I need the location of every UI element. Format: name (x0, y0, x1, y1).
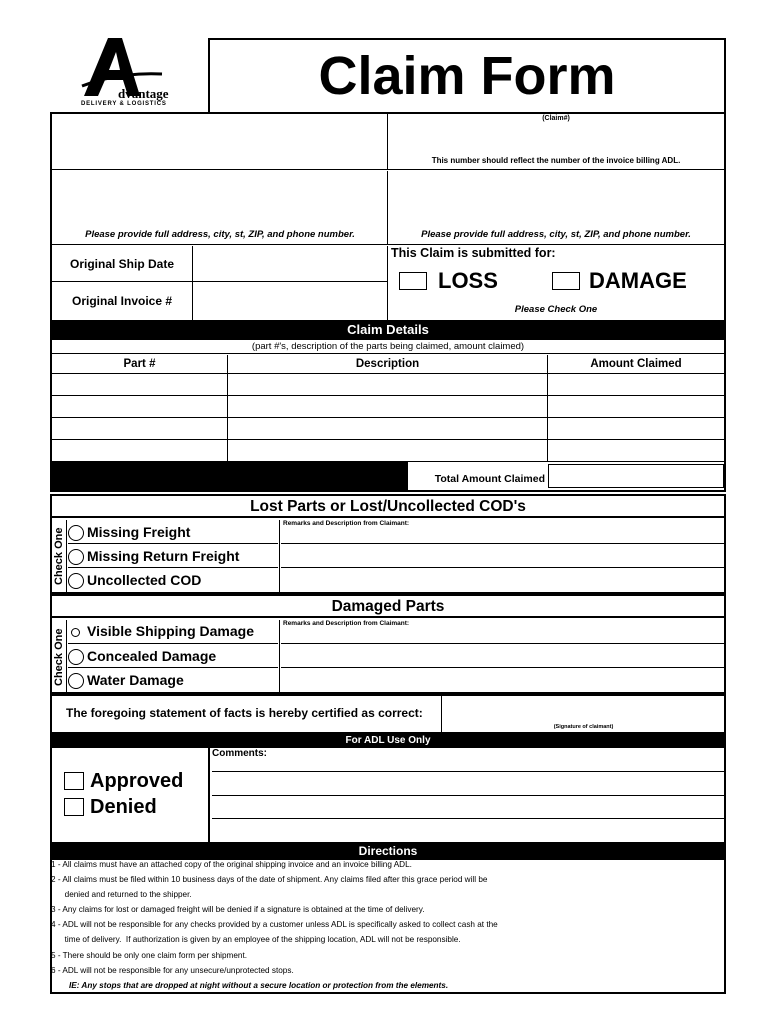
uncollected-cod-option[interactable] (68, 570, 278, 592)
approved-label: Approved (90, 770, 184, 792)
claim-details-heading: Claim Details (50, 320, 726, 340)
column-header-description: Description (228, 355, 548, 374)
total-amount-field[interactable] (548, 464, 724, 488)
visible-damage-label: Visible Shipping Damage (87, 623, 255, 639)
missing-return-freight-option[interactable] (68, 546, 278, 568)
address-field-2[interactable] (52, 171, 388, 245)
direction-line: 2 - All claims must be filed within 10 business days of the date of shipment. Any claims filed after this grace period will be (51, 875, 488, 885)
water-damage-radio[interactable] (68, 673, 84, 689)
address-note-right: Please provide full address, city, st, ZIP, and phone number. (421, 229, 691, 240)
direction-line: time of delivery. If authorization is given by an employee of the shipping location, ADL will not be responsible. (51, 935, 461, 945)
address-note-left: Please provide full address, city, st, ZIP, and phone number. (85, 229, 355, 240)
check-one-note: Please Check One (514, 304, 598, 315)
lost-remarks-line[interactable] (281, 520, 724, 544)
directions-list (51, 857, 723, 993)
page-title: Claim Form (318, 46, 616, 106)
address-field-1[interactable] (52, 114, 388, 170)
direction-line: 3 - Any claims for lost or damaged freight will be denied if a signature is obtained at the time of delivery. (51, 905, 425, 915)
direction-line: 4 - ADL will not be responsible for any checks provided by a customer unless ADL is specifically asked to collect cash at the (51, 920, 498, 930)
table-row[interactable] (52, 440, 724, 462)
loss-checkbox[interactable] (399, 272, 427, 290)
uncollected-cod-label: Uncollected COD (87, 572, 202, 588)
concealed-damage-option[interactable] (68, 646, 278, 668)
signature-field[interactable] (441, 696, 724, 732)
adl-status-col (52, 748, 210, 842)
comments-label: Comments: (212, 748, 268, 759)
table-row[interactable] (52, 374, 724, 396)
directions-footer: IE: Any stops that are dropped at night without a secure location or protection from the elements. (69, 980, 449, 990)
lost-remarks-line[interactable] (281, 544, 724, 568)
damaged-check-one-label: Check One (53, 628, 65, 686)
lost-check-one-label: Check One (53, 527, 65, 585)
ship-date-field[interactable] (193, 246, 388, 282)
company-logo (78, 38, 178, 112)
uncollected-cod-radio[interactable] (68, 573, 84, 589)
table-row[interactable] (52, 396, 724, 418)
total-amount-label: Total Amount Claimed (434, 473, 545, 485)
logo-word: dvantage (118, 86, 169, 101)
damaged-remarks-line[interactable] (281, 620, 724, 644)
table-row[interactable] (52, 418, 724, 440)
damaged-remarks-label: Remarks and Description from Claimant: (283, 620, 410, 627)
missing-return-freight-label: Missing Return Freight (87, 548, 240, 564)
ship-date-label-cell (52, 246, 193, 282)
signature-label: (Signature of claimant) (553, 724, 614, 730)
denied-label: Denied (90, 796, 157, 818)
water-damage-option[interactable] (68, 670, 278, 692)
total-row-fill (50, 462, 408, 490)
approved-checkbox[interactable] (64, 772, 84, 790)
water-damage-label: Water Damage (87, 672, 184, 688)
direction-line: 5 - There should be only one claim form per shipment. (51, 950, 247, 960)
comment-line[interactable] (212, 748, 724, 772)
adl-use-heading: For ADL Use Only (50, 734, 726, 748)
title-box (208, 38, 726, 114)
column-divider (547, 374, 548, 462)
lost-parts-heading: Lost Parts or Lost/Uncollected COD's (52, 496, 724, 518)
damaged-remarks-line[interactable] (281, 644, 724, 668)
column-header-part: Part # (52, 355, 228, 374)
damage-checkbox[interactable] (552, 272, 580, 290)
visible-damage-radio[interactable] (71, 628, 80, 637)
missing-return-freight-radio[interactable] (68, 549, 84, 565)
damaged-parts-heading: Damaged Parts (52, 596, 724, 618)
direction-line: 1 - All claims must have an attached copy of the original shipping invoice and an invoice billing ADL. (51, 860, 412, 869)
invoice-label: Original Invoice # (71, 294, 173, 308)
ship-date-label: Original Ship Date (69, 257, 174, 271)
direction-line: 6 - ADL will not be responsible for any unsecure/unprotected stops. (51, 965, 294, 975)
damaged-remarks-line[interactable] (281, 668, 724, 692)
column-divider (227, 374, 228, 462)
concealed-damage-radio[interactable] (68, 649, 84, 665)
missing-freight-option[interactable] (68, 522, 278, 544)
missing-freight-label: Missing Freight (87, 524, 191, 540)
claim-number-field[interactable] (388, 114, 724, 170)
comment-line[interactable] (212, 796, 724, 819)
loss-label: LOSS (438, 268, 498, 293)
lost-remarks-line[interactable] (281, 568, 724, 592)
claim-number-note: This number should reflect the number of the invoice billing ADL. (431, 156, 681, 165)
lost-remarks-label: Remarks and Description from Claimant: (283, 520, 410, 527)
claim-number-label: (Claim#) (542, 115, 570, 122)
comment-line[interactable] (212, 772, 724, 796)
direction-line: denied and returned to the shipper. (51, 890, 192, 900)
certification-text: The foregoing statement of facts is hereby certified as correct: (66, 706, 423, 720)
column-header-amount: Amount Claimed (548, 355, 724, 374)
directions-heading: Directions (50, 842, 726, 860)
claim-details-subtitle: (part #'s, description of the parts being claimed, amount claimed) (52, 340, 724, 354)
logo-tagline: DELIVERY & LOGISTICS (81, 101, 167, 107)
submitted-for-label: This Claim is submitted for: (391, 246, 556, 260)
damage-label: DAMAGE (589, 268, 687, 293)
invoice-label-cell (52, 282, 193, 320)
comment-line[interactable] (212, 819, 724, 842)
concealed-damage-label: Concealed Damage (87, 648, 217, 664)
missing-freight-radio[interactable] (68, 525, 84, 541)
denied-checkbox[interactable] (64, 798, 84, 816)
invoice-field[interactable] (193, 282, 388, 320)
visible-damage-option[interactable] (68, 621, 278, 644)
address-field-3[interactable] (388, 171, 724, 245)
